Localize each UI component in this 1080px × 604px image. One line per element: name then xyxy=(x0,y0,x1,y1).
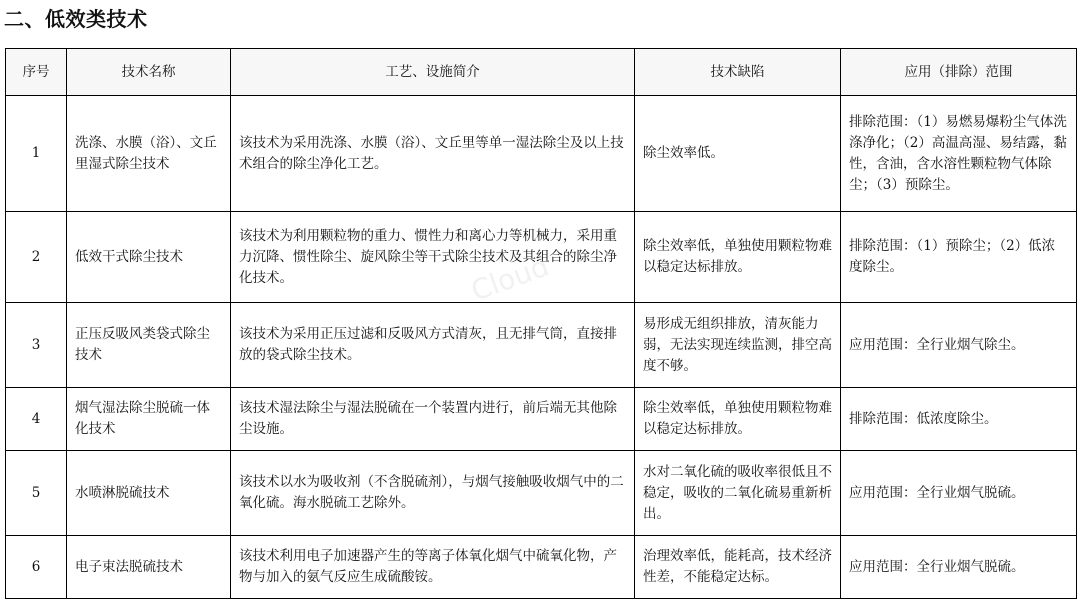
cell-no: 2 xyxy=(6,212,67,303)
cell-name: 低效干式除尘技术 xyxy=(67,212,231,303)
cell-defect: 除尘效率低，单独使用颗粒物难以稳定达标排放。 xyxy=(635,388,841,451)
cell-no: 3 xyxy=(6,303,67,388)
cell-no: 4 xyxy=(6,388,67,451)
cell-defect: 水对二氧化硫的吸收率很低且不稳定，吸收的二氧化硫易重新析出。 xyxy=(635,451,841,536)
cell-scope: 应用范围：全行业烟气脱硫。 xyxy=(841,451,1077,536)
cell-defect: 除尘效率低，单独使用颗粒物难以稳定达标排放。 xyxy=(635,212,841,303)
cell-process: 该技术为采用正压过滤和反吸风方式清灰，且无排气筒，直接排放的袋式除尘技术。 xyxy=(231,303,635,388)
header-name: 技术名称 xyxy=(67,49,231,96)
watermark: Cloud xyxy=(466,249,554,308)
section-title: 二、低效类技术 xyxy=(4,7,148,31)
cell-defect: 除尘效率低。 xyxy=(635,96,841,212)
cell-scope: 排除范围：（1）预除尘；（2）低浓度除尘。 xyxy=(841,212,1077,303)
cell-process: 该技术为利用颗粒物的重力、惯性力和离心力等机械力，采用重力沉降、惯性除尘、旋风除尘等干式除尘技术及其组合的除尘净化技术。 xyxy=(231,212,635,303)
cell-name: 水喷淋脱硫技术 xyxy=(67,451,231,536)
table-row xyxy=(6,451,1077,536)
cell-name: 洗涤、水膜（浴）、文丘里湿式除尘技术 xyxy=(67,96,231,212)
cell-process: 该技术以水为吸收剂（不含脱硫剂），与烟气接触吸收烟气中的二氧化硫。海水脱硫工艺除外。 xyxy=(231,451,635,536)
cell-process: 该技术利用电子加速器产生的等离子体氧化烟气中硫氧化物，产物与加入的氨气反应生成硫酸铵。 xyxy=(231,536,635,599)
header-row xyxy=(6,49,1077,96)
cell-defect: 治理效率低，能耗高，技术经济性差，不能稳定达标。 xyxy=(635,536,841,599)
cell-no: 1 xyxy=(6,96,67,212)
table-row xyxy=(6,388,1077,451)
cell-process: 该技术为采用洗涤、水膜（浴）、文丘里等单一湿法除尘及以上技术组合的除尘净化工艺。 xyxy=(231,96,635,212)
cell-scope: 排除范围：低浓度除尘。 xyxy=(841,388,1077,451)
table-row xyxy=(6,212,1077,303)
cell-defect: 易形成无组织排放，清灰能力弱，无法实现连续监测，排空高度不够。 xyxy=(635,303,841,388)
tech-table xyxy=(5,48,1077,599)
header-scope: 应用（排除）范围 xyxy=(841,49,1077,96)
cell-scope: 应用范围：全行业烟气脱硫。 xyxy=(841,536,1077,599)
header-process: 工艺、设施简介 xyxy=(231,49,635,96)
cell-name: 电子束法脱硫技术 xyxy=(67,536,231,599)
table-row xyxy=(6,536,1077,599)
cell-no: 5 xyxy=(6,451,67,536)
table-row xyxy=(6,303,1077,388)
cell-no: 6 xyxy=(6,536,67,599)
table-row xyxy=(6,96,1077,212)
cell-scope: 应用范围：全行业烟气除尘。 xyxy=(841,303,1077,388)
cell-scope: 排除范围：（1）易燃易爆粉尘气体洗涤净化；（2）高温高湿、易结露，黏性，含油，含水溶性颗粒物气体除尘；（3）预除尘。 xyxy=(841,96,1077,212)
header-no: 序号 xyxy=(6,49,67,96)
cell-name: 烟气湿法除尘脱硫一体化技术 xyxy=(67,388,231,451)
cell-process: 该技术湿法除尘与湿法脱硫在一个装置内进行，前后端无其他除尘设施。 xyxy=(231,388,635,451)
cell-name: 正压反吸风类袋式除尘技术 xyxy=(67,303,231,388)
header-defect: 技术缺陷 xyxy=(635,49,841,96)
